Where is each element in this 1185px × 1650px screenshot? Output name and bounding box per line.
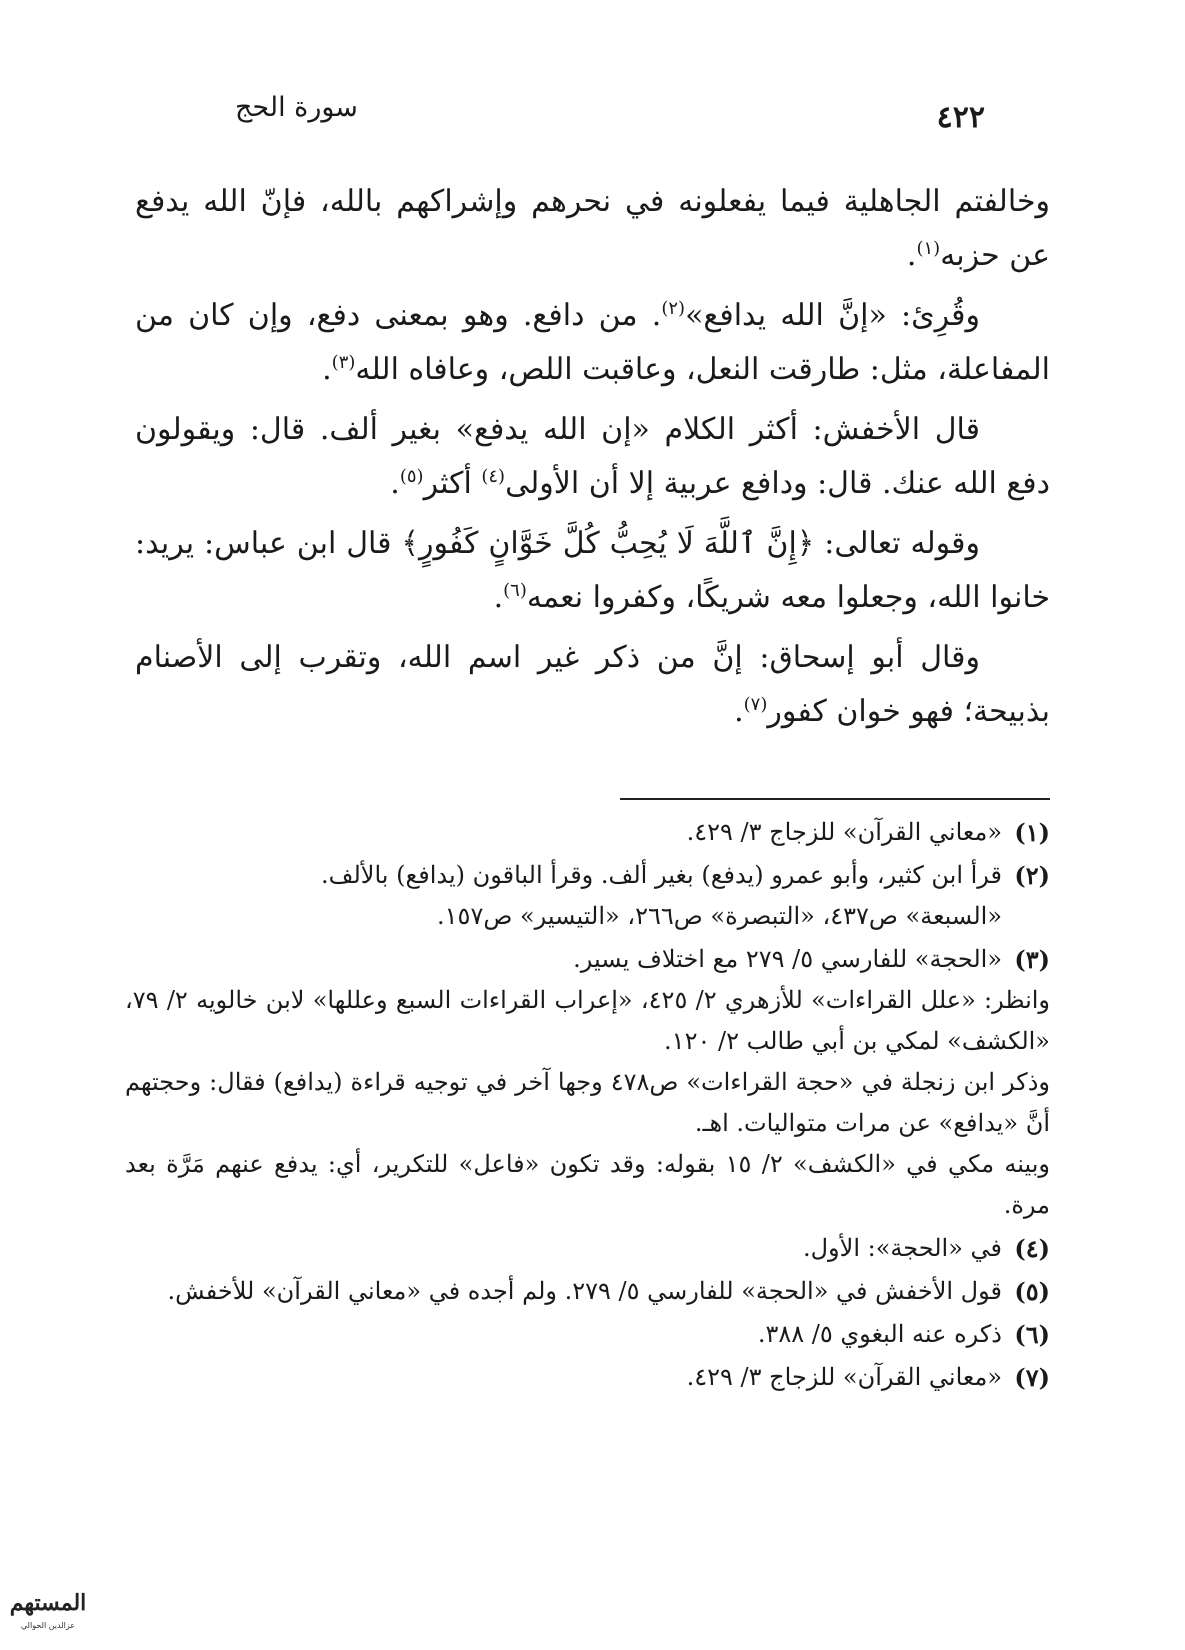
paragraph-5: وقال أبو إسحاق: إنَّ من ذكر غير اسم الله، وتقرب إلى الأصنام بذبيحة؛ فهو خوان كفور$^{(٧)}$.	[135, 640, 1050, 729]
footnote-text: وذكر ابن زنجلة في «حجة القراءات» ص٤٧٨ وجها آخر في توجيه قراءة (يدافع) فقال: وحجتهم أنَّ «يدافع» عن مرات متواليات. اهـ.	[125, 1068, 1050, 1137]
paragraph-3: قال الأخفش: أكثر الكلام «إن الله يدفع» بغير ألف. قال: ويقولون دفع الله عنك. قال: ودافع عربية إلا أن الأولى$^{(٤)}$ أكثر$^{(٥)}$.	[135, 412, 1050, 501]
footnote-text: «السبعة» ص٤٣٧، «التبصرة» ص٢٦٦، «التيسير» ص١٥٧.	[437, 902, 1002, 930]
footnote-ref-3: (٣)	[331, 352, 356, 373]
footnote-ref-1: (١)	[916, 238, 941, 259]
footnote-ref-4: (٤)	[481, 466, 506, 487]
footnote-text: وانظر: «علل القراءات» للأزهري ٢/ ٤٢٥، «إعراب القراءات السبع وعللها» لابن خالويه ٢/ ٧٩، «الكشف» لمكي بن أبي طالب ٢/ ١٢٠.	[125, 986, 1051, 1055]
footnote-text: ذكره عنه البغوي ٥/ ٣٨٨.	[757, 1320, 1002, 1348]
footnote-number: (٤)	[1014, 1234, 1050, 1263]
paragraph-1: وخالفتم الجاهلية فيما يفعلونه في نحرهم وإشراكهم بالله، فإنّ الله يدفع عن حزبه$^{(١)}$.	[135, 184, 1050, 273]
footnote-number: (٦)	[1014, 1320, 1050, 1349]
logo-sub-text: عزالدين الحوالي	[20, 1621, 76, 1630]
paragraph-2: وقُرِئ: «إنَّ الله يدافع»$^{(٢)}$. من دافع. وهو بمعنى دفع، وإن كان من المفاعلة، مثل: طارقت النعل، وعاقبت اللص، وعافاه الله$^{(٣)}$.	[135, 298, 1050, 387]
footnote-number: (٧)	[1014, 1363, 1050, 1392]
running-title: سورة الحج	[235, 92, 358, 123]
main-text	[135, 175, 1050, 745]
footnote-4	[125, 1228, 1050, 1269]
footnotes	[125, 812, 1050, 1400]
footnote-5	[125, 1271, 1050, 1312]
paragraph-4: وقوله تعالى: ﴿إِنَّ ٱللَّهَ لَا يُحِبُّ كُلَّ خَوَّانٍ كَفُورٍ﴾ قال ابن عباس: يريد: خانوا الله، وجعلوا معه شريكًا، وكفروا نعمه$^{(٦)}$.	[135, 526, 1050, 615]
footnote-1	[125, 812, 1050, 853]
page-header	[235, 92, 985, 142]
publisher-logo	[8, 1562, 88, 1642]
footnote-2	[125, 855, 1050, 937]
footnote-ref-5: (٥)	[399, 466, 424, 487]
footnote-ref-7: (٧)	[743, 694, 768, 715]
footnote-text: «معاني القرآن» للزجاج ٣/ ٤٢٩.	[686, 1363, 1002, 1391]
footnote-6	[125, 1314, 1050, 1355]
footnote-number: (١)	[1014, 818, 1050, 847]
footnote-text: في «الحجة»: الأول.	[802, 1234, 1002, 1262]
footnote-number: (٢)	[1014, 861, 1050, 890]
page-number: ٤٢٢	[936, 100, 985, 135]
footnote-ref-2: (٢)	[661, 298, 686, 319]
footnote-text: «معاني القرآن» للزجاج ٣/ ٤٢٩.	[686, 818, 1002, 846]
footnote-number: (٥)	[1014, 1277, 1050, 1306]
footnote-7	[125, 1357, 1050, 1398]
footnote-ref-6: (٦)	[503, 580, 527, 601]
footnote-number: (٣)	[1014, 945, 1050, 974]
logo-main-text: المستهم	[9, 1590, 87, 1616]
footnote-text: «الحجة» للفارسي ٥/ ٢٧٩ مع اختلاف يسير.	[573, 945, 1002, 973]
footnote-text: قرأ ابن كثير، وأبو عمرو (يدفع) بغير ألف. وقرأ الباقون (يدافع) بالألف.	[320, 861, 1002, 889]
footnote-text: قول الأخفش في «الحجة» للفارسي ٥/ ٢٧٩. ولم أجده في «معاني القرآن» للأخفش.	[167, 1277, 1002, 1305]
footnote-text: وبينه مكي في «الكشف» ٢/ ١٥ بقوله: وقد تكون «فاعل» للتكرير، أي: يدفع عنهم مَرَّة بعد مرة.	[125, 1150, 1051, 1219]
footnote-3	[125, 939, 1050, 1226]
footnote-separator	[620, 798, 1050, 800]
